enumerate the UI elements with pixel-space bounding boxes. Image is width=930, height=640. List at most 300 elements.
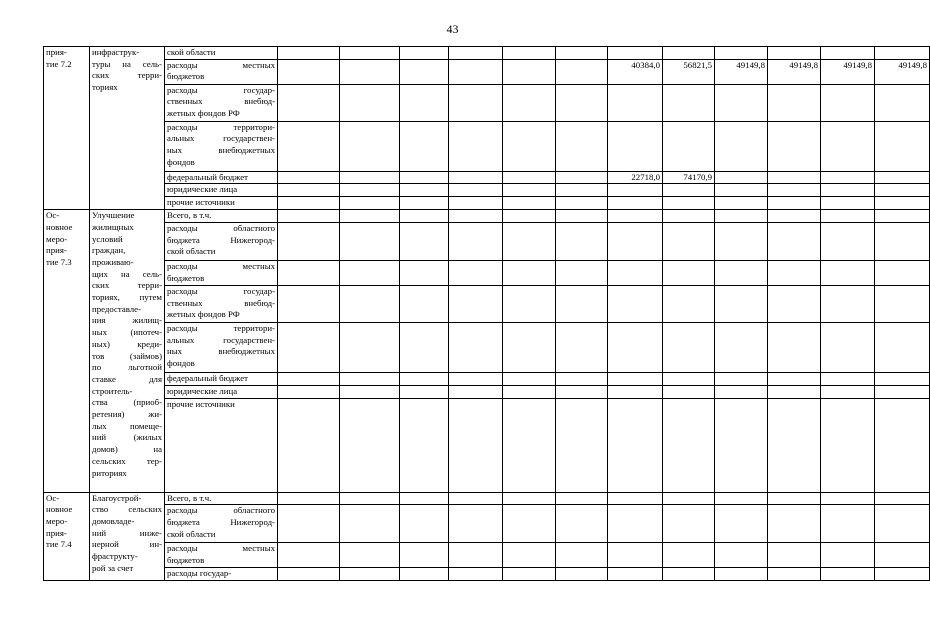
funding-source-cell [165,59,278,84]
measure-title-line: домовладе- [92,515,135,526]
value-cell [875,505,930,543]
table-row [44,210,930,223]
value-cell [875,210,930,223]
funding-source-cell [165,84,278,121]
value-cell [340,372,400,385]
table-row [44,197,930,210]
value-cell [400,210,449,223]
measure-number-line: новное [46,221,73,232]
measure-number-line: Ос- [46,492,60,503]
value-cell [715,197,768,210]
value-cell [503,210,556,223]
measure-number-cell [44,492,90,580]
value-cell [821,197,875,210]
measure-number-line: меро- [46,233,68,244]
value-cell [278,197,340,210]
funding-source-line: ных внебюджетных [167,145,275,156]
measure-title-line: тов (займов) [92,350,162,361]
value-cell [875,543,930,568]
value-cell [768,260,821,285]
value-cell [768,543,821,568]
measure-title-line: лых помеще- [92,420,162,431]
value-cell [608,505,663,543]
funding-source-line: жетных фондов РФ [167,309,240,320]
value-cell [821,385,875,398]
measure-title-line: Благоустрой- [92,492,142,503]
value-cell [449,385,503,398]
value-cell [715,372,768,385]
value-cell [400,398,449,492]
funding-source-cell [165,260,278,285]
value-cell [663,260,715,285]
value-cell: 40384,0 [608,59,663,84]
value-cell [768,492,821,505]
measure-title-line: нерной ин- [92,539,162,550]
value-cell [503,398,556,492]
value-cell [875,568,930,581]
value-cell [608,398,663,492]
funding-source-line: расходы государ- [167,285,275,296]
value-cell [608,385,663,398]
funding-source-line: Всего, в т.ч. [167,210,212,221]
value-cell [503,322,556,372]
measure-title-line: условий [92,233,123,244]
value-cell [768,505,821,543]
value-cell [556,84,608,121]
value-cell [400,197,449,210]
value-cell [278,543,340,568]
funding-source-cell [165,47,278,60]
value-cell [608,184,663,197]
value-cell [663,47,715,60]
value-cell [449,322,503,372]
funding-source-line: бюджетов [167,272,205,283]
value-cell [875,260,930,285]
value-cell [400,285,449,322]
funding-source-line: юридические лица [167,385,238,396]
value-cell [875,84,930,121]
value-cell [821,285,875,322]
funding-source-line: бюджетов [167,71,205,82]
measure-title-line: строитель- [92,385,133,396]
value-cell [503,222,556,260]
value-cell [875,285,930,322]
value-cell [556,505,608,543]
value-cell [821,260,875,285]
measure-title-line: предоставле- [92,303,142,314]
value-cell [340,171,400,184]
measure-title-line: щих на сель- [92,268,162,279]
value-cell [663,505,715,543]
value-cell [608,322,663,372]
value-cell [503,505,556,543]
value-cell [556,492,608,505]
value-cell: 49149,8 [768,59,821,84]
value-cell [821,84,875,121]
value-cell [715,121,768,171]
value-cell [821,322,875,372]
value-cell [340,260,400,285]
value-cell [608,372,663,385]
value-cell [663,222,715,260]
measure-number-line: тие 7.4 [46,539,72,550]
value-cell: 56821,5 [663,59,715,84]
value-cell [449,568,503,581]
value-cell [608,47,663,60]
funding-source-line: юридические лица [167,184,238,195]
value-cell [768,222,821,260]
value-cell [503,568,556,581]
value-cell [278,568,340,581]
value-cell [821,222,875,260]
value-cell [340,47,400,60]
measure-title-line: ства (приоб- [92,397,162,408]
value-cell [821,568,875,581]
measure-title-line: проживаю- [92,256,134,267]
table-row [44,59,930,84]
value-cell [340,84,400,121]
value-cell [875,47,930,60]
value-cell [768,47,821,60]
table-row [44,285,930,322]
value-cell [503,260,556,285]
funding-source-line: расходы местных [167,59,275,70]
value-cell [556,568,608,581]
measure-title-line: ториях, путем [92,292,162,303]
funding-source-line: расходы местных [167,543,275,554]
value-cell [768,84,821,121]
measure-title-line: ставке для [92,373,162,384]
value-cell [340,398,400,492]
measure-title-line: Улучшение [92,210,135,221]
value-cell [400,492,449,505]
measure-title-line: фраструкту- [92,551,138,562]
value-cell [556,543,608,568]
measure-number-line: тие 7.2 [46,58,72,69]
value-cell [340,121,400,171]
value-cell [340,222,400,260]
value-cell [503,372,556,385]
value-cell [449,210,503,223]
measure-title-cell [90,492,165,580]
funding-source-cell [165,121,278,171]
value-cell [821,372,875,385]
value-cell [556,210,608,223]
value-cell [821,171,875,184]
funding-source-line: Всего, в т.ч. [167,492,212,503]
value-cell [278,492,340,505]
value-cell [663,543,715,568]
value-cell [768,568,821,581]
value-cell [875,322,930,372]
measure-title-line: ских терри- [92,70,162,81]
value-cell [503,184,556,197]
value-cell: 49149,8 [821,59,875,84]
table-row [44,322,930,372]
funding-source-line: прочие источники [167,398,235,409]
measure-title-line: жилищных [92,221,134,232]
value-cell [715,543,768,568]
funding-source-line: ных внебюджетных [167,346,275,357]
value-cell [449,372,503,385]
value-cell [715,398,768,492]
value-cell [663,210,715,223]
value-cell [768,372,821,385]
value-cell [663,385,715,398]
value-cell [400,121,449,171]
value-cell [715,171,768,184]
funding-source-line: фондов [167,357,195,368]
measure-number-line: меро- [46,515,68,526]
value-cell [556,222,608,260]
funding-source-line: расходы областного [167,222,275,233]
value-cell [556,121,608,171]
table-row [44,47,930,60]
value-cell [663,568,715,581]
value-cell [821,505,875,543]
funding-source-cell [165,222,278,260]
value-cell [715,184,768,197]
value-cell [608,492,663,505]
value-cell [278,260,340,285]
measure-title-line: граждан, [92,245,126,256]
value-cell [663,285,715,322]
value-cell [278,84,340,121]
value-cell [875,492,930,505]
table-row [44,184,930,197]
measure-title-line: ний (жилых [92,432,162,443]
measure-title-line: ретения) жи- [92,409,162,420]
funding-source-line: расходы государ- [167,568,232,579]
measure-title-line: ских терри- [92,280,162,291]
value-cell [503,171,556,184]
measure-number-line: Ос- [46,210,60,221]
value-cell [875,398,930,492]
value-cell [821,543,875,568]
value-cell [768,184,821,197]
value-cell [449,260,503,285]
value-cell [768,285,821,322]
value-cell [556,285,608,322]
value-cell [449,121,503,171]
measure-title-line: ний инже- [92,527,162,538]
value-cell [715,210,768,223]
value-cell [556,322,608,372]
measure-title-line: ториях [92,82,118,93]
value-cell [278,385,340,398]
funding-source-cell [165,385,278,398]
value-cell [821,492,875,505]
value-cell [278,322,340,372]
value-cell [449,171,503,184]
value-cell [875,222,930,260]
value-cell [715,322,768,372]
value-cell [608,210,663,223]
measure-number-line: прия- [46,245,67,256]
measure-number-line: тие 7.3 [46,256,72,267]
table-row [44,492,930,505]
value-cell [608,197,663,210]
value-cell [503,121,556,171]
value-cell [278,505,340,543]
value-cell [449,285,503,322]
value-cell [449,222,503,260]
value-cell [608,260,663,285]
value-cell: 22718,0 [608,171,663,184]
value-cell [503,84,556,121]
measure-title-line: домов) на [92,444,162,455]
value-cell [715,222,768,260]
value-cell [278,121,340,171]
value-cell [875,171,930,184]
value-cell [340,285,400,322]
value-cell [556,171,608,184]
value-cell [556,184,608,197]
value-cell [400,84,449,121]
measure-title-line: по льготной [92,362,162,373]
value-cell [608,568,663,581]
value-cell [503,197,556,210]
value-cell [556,372,608,385]
value-cell [340,184,400,197]
funding-source-line: ственных внебюд- [167,96,275,107]
measure-title-line: ных (ипотеч- [92,327,162,338]
funding-source-cell [165,505,278,543]
funding-source-line: расходы территори- [167,322,275,333]
funding-source-cell [165,398,278,492]
budget-table [43,46,930,581]
value-cell [608,84,663,121]
value-cell [821,398,875,492]
measure-title-line: рой за счет [92,562,134,573]
value-cell [556,59,608,84]
value-cell [556,398,608,492]
value-cell [400,222,449,260]
value-cell [663,197,715,210]
value-cell [340,568,400,581]
value-cell [449,398,503,492]
value-cell [278,398,340,492]
measure-number-cell [44,47,90,210]
value-cell [503,543,556,568]
value-cell [768,398,821,492]
value-cell [556,385,608,398]
table-row [44,543,930,568]
value-cell: 49149,8 [715,59,768,84]
value-cell [340,543,400,568]
funding-source-line: бюджета Нижегород- [167,234,275,245]
value-cell [278,47,340,60]
measure-title-line: риториях [92,467,127,478]
value-cell [768,121,821,171]
funding-source-cell [165,322,278,372]
funding-source-line: альных государствен- [167,334,275,345]
measure-title-line: сельских тер- [92,455,162,466]
funding-source-line: расходы местных [167,260,275,271]
value-cell [400,47,449,60]
value-cell [821,47,875,60]
value-cell [875,121,930,171]
value-cell [400,260,449,285]
value-cell [608,285,663,322]
measure-title-cell [90,47,165,210]
table-row [44,121,930,171]
value-cell [768,322,821,372]
value-cell [278,171,340,184]
table-row [44,171,930,184]
value-cell [449,197,503,210]
value-cell [556,47,608,60]
value-cell [875,197,930,210]
value-cell [278,285,340,322]
value-cell [608,121,663,171]
value-cell [715,568,768,581]
value-cell [400,385,449,398]
value-cell [449,505,503,543]
value-cell: 74170,9 [663,171,715,184]
value-cell [715,505,768,543]
value-cell [875,372,930,385]
value-cell [400,543,449,568]
value-cell [400,505,449,543]
value-cell [278,184,340,197]
value-cell [400,568,449,581]
measure-number-line: прия- [46,47,67,57]
funding-source-line: расходы областного [167,505,275,516]
funding-source-line: бюджета Нижегород- [167,516,275,527]
value-cell [400,372,449,385]
funding-source-line: жетных фондов РФ [167,108,240,119]
value-cell [608,543,663,568]
value-cell: 49149,8 [875,59,930,84]
funding-source-cell [165,171,278,184]
table-row [44,84,930,121]
funding-source-cell [165,210,278,223]
measure-title-line: инфраструк- [92,47,140,57]
funding-source-line: прочие источники [167,197,235,208]
page-number: 43 [446,22,459,36]
funding-source-cell [165,492,278,505]
value-cell [768,210,821,223]
value-cell [556,197,608,210]
measure-number-cell [44,210,90,492]
table-row [44,222,930,260]
funding-source-cell [165,197,278,210]
value-cell [278,372,340,385]
value-cell [663,372,715,385]
measure-title-line: ных) креди- [92,338,162,349]
funding-source-line: федеральный бюджет [167,171,248,182]
funding-source-line: ской области [167,246,216,257]
funding-source-line: федеральный бюджет [167,372,248,383]
value-cell [340,385,400,398]
funding-source-cell [165,372,278,385]
value-cell [400,59,449,84]
value-cell [663,121,715,171]
value-cell [663,492,715,505]
value-cell [449,47,503,60]
value-cell [340,59,400,84]
value-cell [340,505,400,543]
value-cell [875,184,930,197]
value-cell [715,385,768,398]
value-cell [449,543,503,568]
value-cell [715,260,768,285]
value-cell [503,492,556,505]
funding-source-line: ской области [167,47,216,57]
value-cell [449,84,503,121]
value-cell [663,184,715,197]
